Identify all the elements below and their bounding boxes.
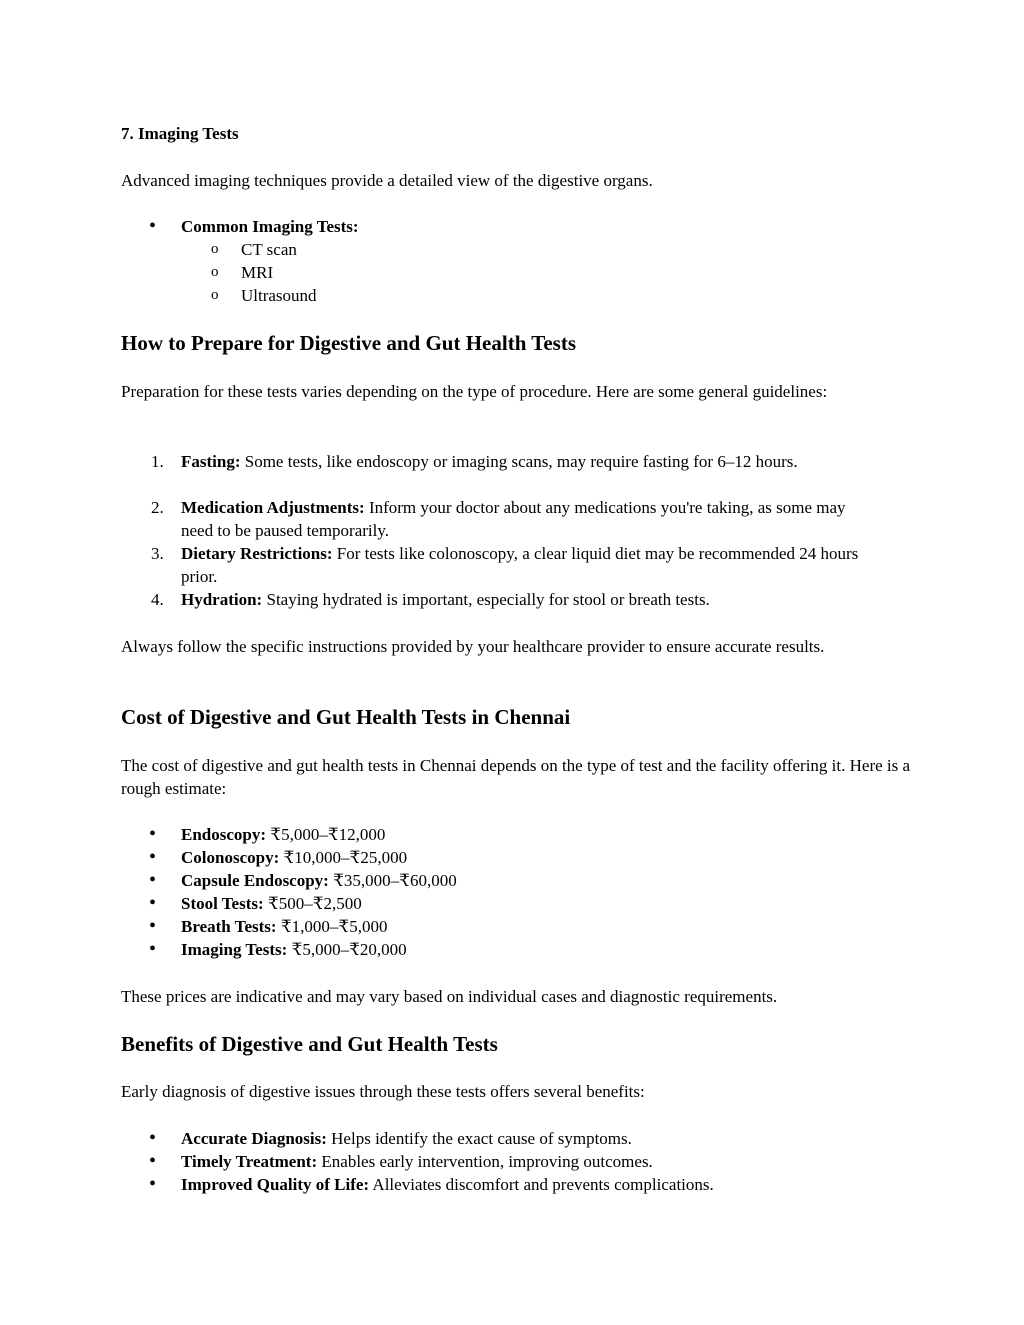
circle-bullet-icon: o [211, 241, 219, 257]
item-text: ₹5,000–₹12,000 [270, 825, 386, 844]
item-text: ₹5,000–₹20,000 [291, 940, 407, 959]
bullet-icon: • [149, 938, 157, 960]
section-heading-imaging-tests: 7. Imaging Tests [121, 124, 239, 143]
bullet-icon: • [149, 1127, 157, 1149]
paragraph-cost-outro: These prices are indicative and may vary based on individual cases and diagnostic requirements. [121, 987, 778, 1006]
item-text: Enables early intervention, improving outcomes. [321, 1152, 653, 1171]
bullet-icon: • [149, 823, 157, 845]
paragraph-prepare-intro: Preparation for these tests varies depending on the type of procedure. Here are some general guidelines: [121, 382, 828, 401]
bullet-icon: • [149, 846, 157, 868]
item-text: Helps identify the exact cause of symptoms. [331, 1129, 632, 1148]
paragraph-cost-intro: The cost of digestive and gut health tests in Chennai depends on the type of test and the facility offering it. Here is a rough estimate: [121, 756, 911, 798]
sub-list-item-text: CT scan [241, 240, 297, 259]
circle-bullet-icon: o [211, 287, 219, 303]
section-heading-cost: Cost of Digestive and Gut Health Tests in Chennai [121, 705, 571, 729]
item-label: Timely Treatment: [181, 1152, 318, 1171]
item-label: Breath Tests: [181, 917, 277, 936]
sub-list-item-text: Ultrasound [241, 286, 317, 305]
item-text: ₹35,000–₹60,000 [333, 871, 457, 890]
circle-bullet-icon: o [211, 264, 219, 280]
bullet-icon: • [149, 869, 157, 891]
item-text: ₹500–₹2,500 [267, 894, 362, 913]
item-label: Stool Tests: [181, 894, 264, 913]
item-number: 4. [151, 590, 164, 609]
item-text: Inform your doctor about any medications you're taking, as some may need to be paused temporarily. [181, 498, 846, 540]
item-text: Alleviates discomfort and prevents complications. [372, 1175, 714, 1194]
sub-list-item-text: MRI [241, 263, 274, 282]
item-label: Dietary Restrictions: [181, 544, 333, 563]
paragraph-benefits-intro: Early diagnosis of digestive issues through these tests offers several benefits: [121, 1082, 645, 1101]
item-label: Colonoscopy: [181, 848, 280, 867]
item-label: Imaging Tests: [181, 940, 288, 959]
item-label: Fasting: [181, 452, 241, 471]
item-text: ₹10,000–₹25,000 [283, 848, 408, 867]
bullet-icon: • [149, 1150, 157, 1172]
paragraph-prepare-outro: Always follow the specific instructions provided by your healthcare provider to ensure accurate results. [121, 637, 825, 656]
bullet-icon: • [149, 892, 157, 914]
bullet-icon: • [149, 1173, 157, 1195]
item-number: 2. [151, 498, 164, 517]
item-label: Improved Quality of Life: [181, 1175, 370, 1194]
paragraph-imaging-intro: Advanced imaging techniques provide a detailed view of the digestive organs. [121, 171, 653, 190]
item-label: Capsule Endoscopy: [181, 871, 329, 890]
item-text: Some tests, like endoscopy or imaging scans, may require fasting for 6–12 hours. [244, 452, 798, 471]
item-label: Endoscopy: [181, 825, 267, 844]
item-label: Hydration: [181, 590, 263, 609]
item-text: For tests like colonoscopy, a clear liquid diet may be recommended 24 hours prior. [181, 544, 859, 586]
bullet-icon: • [149, 915, 157, 937]
item-text: Staying hydrated is important, especially for stool or breath tests. [266, 590, 710, 609]
item-text: ₹1,000–₹5,000 [280, 917, 388, 936]
list-item-label: Common Imaging Tests: [181, 217, 359, 236]
item-label: Accurate Diagnosis: [181, 1129, 327, 1148]
item-number: 3. [151, 544, 164, 563]
item-label: Medication Adjustments: [181, 498, 365, 517]
section-heading-prepare: How to Prepare for Digestive and Gut Health Tests [121, 331, 576, 355]
item-number: 1. [151, 452, 164, 471]
section-heading-benefits: Benefits of Digestive and Gut Health Tests [121, 1032, 498, 1056]
bullet-icon: • [149, 215, 157, 237]
